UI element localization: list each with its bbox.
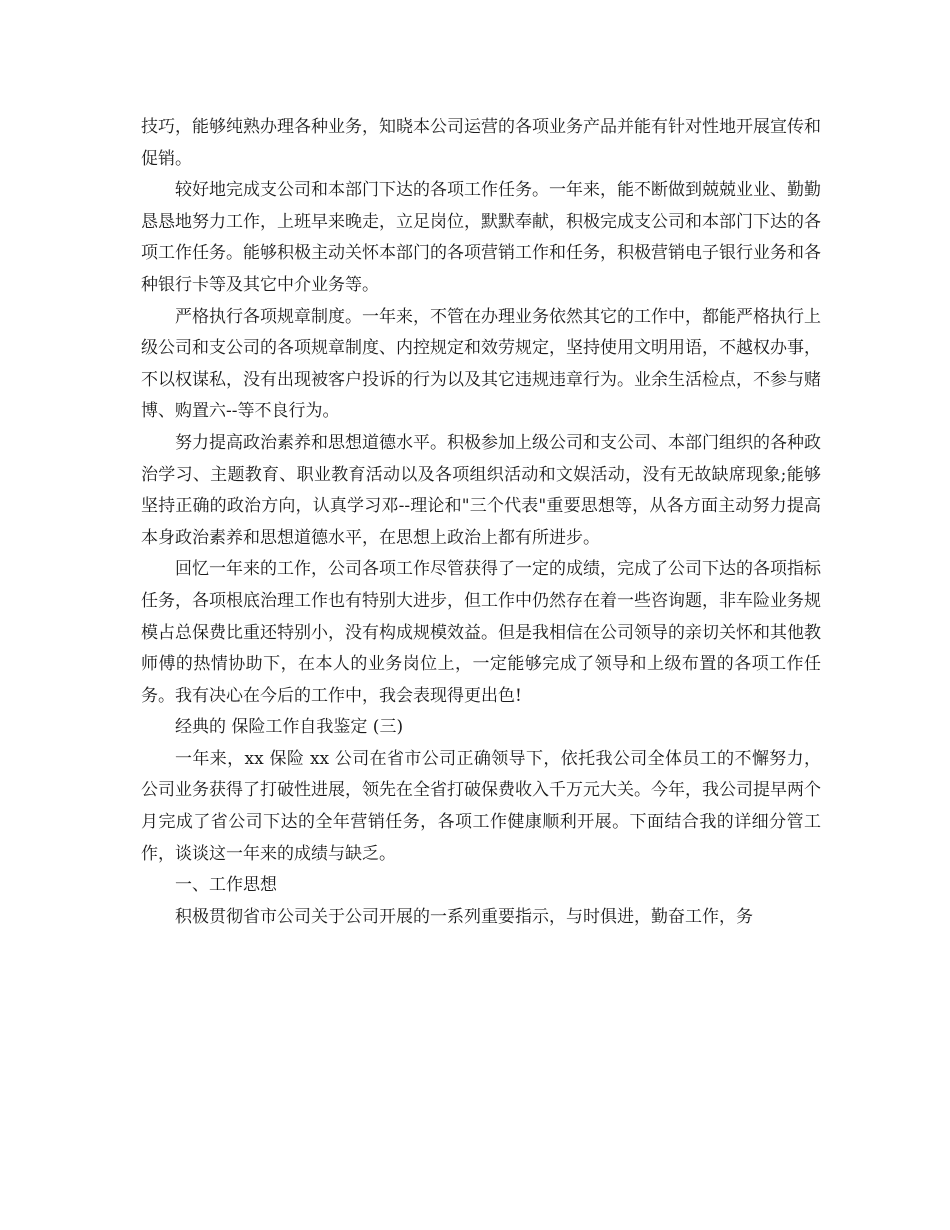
paragraph-skills: 技巧，能够纯熟办理各种业务，知晓本公司运营的各项业务产品并能有针对性地开展宣传和促销。	[141, 117, 821, 169]
paragraph-review: 回忆一年来的工作，公司各项工作尽管获得了一定的成绩，完成了公司下达的各项指标任务，各项根底治理工作也有特别大进步，但工作中仍然存在着一些咨询题，非车险业务规模占总保费比重还特别小，没有构成规模效益。但是我相信在公司领导的亲切关怀和其他教师傅的热情协助下，在本人的业务岗位上，一定能够完成了领导和上级布置的各项工作任务。我有决心在今后的工作中，我会表现得更出色!	[141, 559, 821, 706]
paragraph-politics: 努力提高政治素养和思想道德水平。积极参加上级公司和支公司、本部门组织的各种政治学习、主题教育、职业教育活动以及各项组织活动和文娱活动，没有无故缺席现象;能够坚持正确的政治方向，认真学习邓--理论和"三个代表"重要思想等，从各方面主动努力提高本身政治素养和思想道德水平，在思想上政治上都有所进步。	[141, 432, 821, 548]
section-title-work-thought: 一、工作思想	[175, 875, 277, 896]
paragraph-year-summary: 一年来，xx 保险 xx 公司在省市公司正确领导下，依托我公司全体员工的不懈努力，公司业务获得了打破性进展，领先在全省打破保费收入千万元大关。今年，我公司提早两个月完成了省公司下达的全年营销任务，各项工作健康顺利开展。下面结合我的详细分管工作，谈谈这一年来的成绩与缺乏。	[141, 748, 821, 864]
paragraph-tasks: 较好地完成支公司和本部门下达的各项工作任务。一年来，能不断做到兢兢业业、勤勤恳恳地努力工作，上班早来晚走，立足岗位，默默奉献，积极完成支公司和本部门下达的各项工作任务。能够积极主动关怀本部门的各项营销工作和任务，积极营销电子银行业务和各种银行卡等及其它中介业务等。	[141, 180, 821, 295]
paragraph-implement: 积极贯彻省市公司关于公司开展的一系列重要指示，与时俱进，勤奋工作，务	[175, 906, 753, 927]
document-body	[141, 112, 821, 933]
paragraph-rules: 严格执行各项规章制度。一年来，不管在办理业务依然其它的工作中，都能严格执行上级公司和支公司的各项规章制度、内控规定和效劳规定，坚持使用文明用语，不越权办事，不以权谋私，没有出现被客户投诉的行为以及其它违规违章行为。业余生活检点，不参与赌博、购置六--等不良行为。	[141, 306, 821, 422]
section-title-appraisal-three: 经典的 保险工作自我鉴定 (三)	[175, 717, 404, 738]
